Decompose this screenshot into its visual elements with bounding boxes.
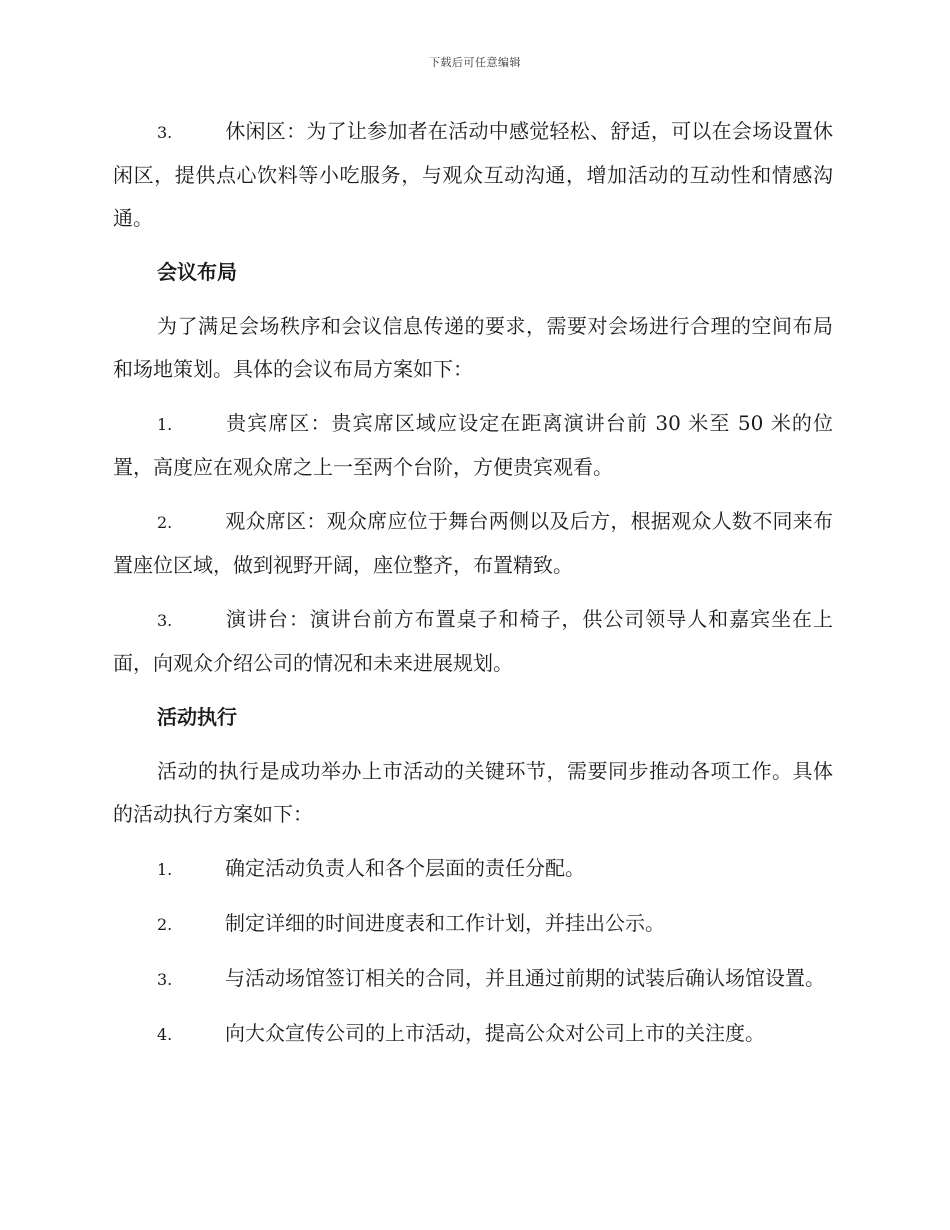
list-text: 确定活动负责人和各个层面的责任分配。 bbox=[225, 856, 585, 880]
list-item-3-venue-contract bbox=[113, 957, 833, 1001]
list-text: 与活动场馆签订相关的合同，并且通过前期的试装后确认场馆设置。 bbox=[225, 966, 825, 990]
list-item-2-audience bbox=[113, 500, 833, 587]
list-item-2-schedule bbox=[113, 902, 833, 946]
paragraph-meeting-layout-intro: 为了满足会场秩序和会议信息传递的要求，需要对会场进行合理的空间布局和场地策划。具体的会议布局方案如下： bbox=[113, 314, 833, 381]
section-heading-execution: 活动执行 bbox=[157, 705, 237, 729]
list-number: 3. bbox=[157, 611, 173, 630]
list-number: 1. bbox=[157, 415, 173, 434]
list-item-1-responsibility bbox=[113, 847, 833, 891]
list-number: 4. bbox=[157, 1025, 173, 1044]
list-number: 1. bbox=[157, 860, 173, 879]
list-number: 3. bbox=[157, 123, 173, 142]
list-text: 演讲台：演讲台前方布置桌子和椅子，供公司领导人和嘉宾坐在上面，向观众介绍公司的情况和未来进展规划。 bbox=[113, 607, 833, 675]
list-item-3-podium bbox=[113, 598, 833, 685]
document-body bbox=[113, 110, 833, 1067]
list-number: 3. bbox=[157, 970, 173, 989]
list-number: 2. bbox=[157, 513, 173, 532]
list-text: 向大众宣传公司的上市活动，提高公众对公司上市的关注度。 bbox=[225, 1021, 765, 1045]
list-text: 制定详细的时间进度表和工作计划，并挂出公示。 bbox=[225, 911, 665, 935]
list-text: 观众席区：观众席应位于舞台两侧以及后方，根据观众人数不同来布置座位区域，做到视野开阔，座位整齐，布置精致。 bbox=[113, 509, 833, 577]
list-text: 休闲区：为了让参加者在活动中感觉轻松、舒适，可以在会场设置休闲区，提供点心饮料等小吃服务，与观众互动沟通，增加活动的互动性和情感沟通。 bbox=[113, 119, 833, 230]
list-item-3-lounge bbox=[113, 110, 833, 240]
page-header: 下载后可任意编辑 bbox=[429, 56, 521, 69]
list-number: 2. bbox=[157, 915, 173, 934]
list-item-4-publicity bbox=[113, 1012, 833, 1056]
list-text: 贵宾席区：贵宾席区域应设定在距离演讲台前 30 米至 50 米的位置，高度应在观众席之上一至两个台阶，方便贵宾观看。 bbox=[113, 411, 833, 479]
section-heading-meeting-layout: 会议布局 bbox=[157, 260, 237, 284]
paragraph-execution-intro: 活动的执行是成功举办上市活动的关键环节，需要同步推动各项工作。具体的活动执行方案如下： bbox=[113, 759, 833, 826]
list-item-1-vip bbox=[113, 402, 833, 489]
